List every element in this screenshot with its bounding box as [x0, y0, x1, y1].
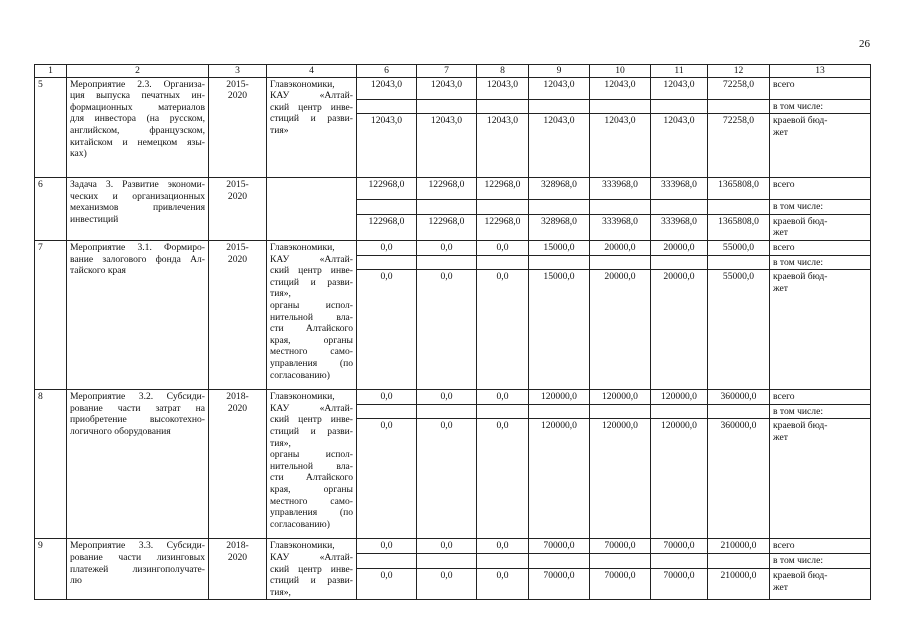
cell-line: краевой бюд- — [773, 215, 828, 227]
amount-regional: 210000,0 — [708, 569, 770, 600]
amount-total: 0,0 — [417, 390, 477, 405]
cell-line: 2015- — [226, 179, 249, 191]
empty-cell — [529, 255, 590, 270]
amount-regional: 0,0 — [417, 270, 477, 390]
cell-line: Мероприятие 3.3. Субсиди- — [70, 540, 205, 552]
cell-line: Мероприятие 3.1. Формиро- — [70, 241, 205, 253]
cell-line: ский центр инве- — [270, 265, 353, 277]
amount-regional: 12043,0 — [651, 114, 708, 178]
empty-cell — [417, 554, 477, 569]
cell-line: 2018- — [226, 540, 249, 552]
amount-regional: 120000,0 — [529, 419, 590, 539]
cell-line: тия», — [270, 288, 291, 300]
cell-line: инвестиций — [70, 213, 119, 225]
amount-regional: 328968,0 — [529, 214, 590, 240]
source-label — [770, 419, 871, 539]
period — [209, 539, 267, 600]
cell-line: Главэкономики, — [270, 391, 335, 403]
cell-line: согласованию) — [270, 369, 330, 381]
row-number: 7 — [35, 240, 67, 389]
amount-total: 20000,0 — [590, 240, 651, 255]
amount-total: 122968,0 — [417, 178, 477, 200]
amount-total: 0,0 — [357, 539, 417, 554]
cell-line: рование части лизинговых — [70, 551, 205, 563]
amount-total: 12043,0 — [357, 77, 417, 99]
empty-cell — [477, 404, 529, 419]
amount-total: 70000,0 — [651, 539, 708, 554]
amount-regional: 15000,0 — [529, 270, 590, 390]
measure-name — [67, 390, 209, 539]
cell-line: 2020 — [227, 190, 248, 202]
amount-regional: 70000,0 — [590, 569, 651, 600]
row-number: 6 — [35, 178, 67, 241]
empty-cell — [357, 255, 417, 270]
amount-total: 120000,0 — [651, 390, 708, 405]
empty-cell — [417, 255, 477, 270]
header-cell: 6 — [357, 65, 417, 78]
header-cell: 3 — [209, 65, 267, 78]
amount-total: 210000,0 — [708, 539, 770, 554]
amount-total: 122968,0 — [357, 178, 417, 200]
header-cell: 10 — [590, 65, 651, 78]
amount-total: 12043,0 — [529, 77, 590, 99]
amount-regional: 12043,0 — [529, 114, 590, 178]
cell-line: стиций и разви- — [270, 276, 353, 288]
table-row — [35, 240, 871, 255]
cell-line: жет — [773, 227, 788, 239]
cell-line: краевой бюд- — [773, 271, 828, 283]
cell-line: нительной вла- — [270, 460, 353, 472]
amount-regional: 55000,0 — [708, 270, 770, 390]
empty-cell — [417, 404, 477, 419]
source-label — [770, 270, 871, 390]
amount-total: 328968,0 — [529, 178, 590, 200]
header-cell: 13 — [770, 65, 871, 78]
cell-line: ках) — [70, 148, 87, 160]
cell-line: 2015- — [226, 78, 249, 90]
amount-regional: 12043,0 — [477, 114, 529, 178]
empty-cell — [357, 200, 417, 215]
measure-name — [67, 539, 209, 600]
amount-total: 0,0 — [357, 390, 417, 405]
amount-total: 0,0 — [477, 240, 529, 255]
executor — [267, 77, 357, 178]
amount-regional: 70000,0 — [529, 569, 590, 600]
cell-line: управления (по — [270, 357, 353, 369]
empty-cell — [357, 99, 417, 114]
cell-line: тия» — [270, 124, 289, 136]
period — [209, 390, 267, 539]
cell-line: логичного оборудования — [70, 425, 171, 437]
amount-total: 120000,0 — [590, 390, 651, 405]
amount-total: 0,0 — [357, 240, 417, 255]
cell-line: жет — [773, 431, 788, 443]
source-label: всего — [770, 240, 871, 255]
source-label: в том числе: — [770, 554, 871, 569]
amount-regional: 70000,0 — [651, 569, 708, 600]
page-number: 26 — [859, 38, 870, 50]
cell-line: 2015- — [226, 241, 249, 253]
header-cell: 2 — [67, 65, 209, 78]
cell-line: края, органы — [270, 334, 353, 346]
cell-line: края, органы — [270, 483, 353, 495]
empty-cell — [357, 404, 417, 419]
header-cell: 12 — [708, 65, 770, 78]
amount-regional: 333968,0 — [651, 214, 708, 240]
amount-regional: 0,0 — [357, 569, 417, 600]
amount-total: 0,0 — [417, 539, 477, 554]
cell-line: Мероприятие 3.2. Субсиди- — [70, 391, 205, 403]
header-cell: 7 — [417, 65, 477, 78]
cell-line: ция выпуска печатных ин- — [70, 90, 205, 102]
cell-line: тия», — [270, 437, 291, 449]
amount-regional: 12043,0 — [417, 114, 477, 178]
amount-regional: 12043,0 — [357, 114, 417, 178]
amount-total: 15000,0 — [529, 240, 590, 255]
cell-line: 2020 — [227, 551, 248, 563]
period — [209, 77, 267, 178]
empty-cell — [651, 200, 708, 215]
amount-total: 0,0 — [417, 240, 477, 255]
amount-regional: 20000,0 — [590, 270, 651, 390]
amount-total: 12043,0 — [590, 77, 651, 99]
empty-cell — [477, 255, 529, 270]
measure-name — [67, 77, 209, 178]
row-number: 9 — [35, 539, 67, 600]
cell-line: краевой бюд- — [773, 420, 828, 432]
empty-cell — [708, 99, 770, 114]
amount-regional: 0,0 — [477, 419, 529, 539]
empty-cell — [477, 99, 529, 114]
cell-line: 2020 — [227, 90, 248, 102]
executor — [267, 240, 357, 389]
table-row — [35, 178, 871, 200]
cell-line: формационных материалов — [70, 101, 205, 113]
cell-line: органы испол- — [270, 449, 353, 461]
cell-line: механизмов привлечения — [70, 202, 205, 214]
amount-total: 20000,0 — [651, 240, 708, 255]
cell-line: ческих и организационных — [70, 190, 205, 202]
cell-line: ский центр инве- — [270, 101, 353, 113]
amount-regional: 360000,0 — [708, 419, 770, 539]
cell-line: ский центр инве- — [270, 414, 353, 426]
cell-line: нительной вла- — [270, 311, 353, 323]
cell-line: местного само- — [270, 346, 353, 358]
cell-line: КАУ «Алтай- — [270, 90, 353, 102]
empty-cell — [357, 554, 417, 569]
cell-line: жет — [773, 582, 788, 593]
table-row — [35, 539, 871, 554]
cell-line: жет — [773, 282, 788, 294]
amount-total: 72258,0 — [708, 77, 770, 99]
budget-table — [34, 64, 871, 600]
amount-total: 0,0 — [477, 539, 529, 554]
amount-total: 122968,0 — [477, 178, 529, 200]
empty-cell — [708, 554, 770, 569]
amount-regional: 122968,0 — [357, 214, 417, 240]
amount-regional: 333968,0 — [590, 214, 651, 240]
period — [209, 240, 267, 389]
executor — [267, 539, 357, 600]
cell-line: платежей лизингополучате- — [70, 563, 205, 575]
amount-total: 360000,0 — [708, 390, 770, 405]
cell-line: сти Алтайского — [270, 472, 353, 484]
amount-regional: 0,0 — [357, 270, 417, 390]
cell-line: жет — [773, 126, 788, 138]
executor — [267, 178, 357, 241]
cell-line: местного само- — [270, 495, 353, 507]
source-label: в том числе: — [770, 255, 871, 270]
source-label — [770, 214, 871, 240]
amount-regional: 120000,0 — [651, 419, 708, 539]
empty-cell — [708, 255, 770, 270]
cell-line: КАУ «Алтай- — [270, 551, 353, 563]
source-label: всего — [770, 539, 871, 554]
cell-line: китайском и немецком язы- — [70, 136, 205, 148]
source-label — [770, 569, 871, 600]
amount-total: 55000,0 — [708, 240, 770, 255]
empty-cell — [417, 99, 477, 114]
cell-line: 2020 — [227, 402, 248, 414]
amount-regional: 0,0 — [357, 419, 417, 539]
header-cell: 1 — [35, 65, 67, 78]
header-cell: 8 — [477, 65, 529, 78]
empty-cell — [529, 404, 590, 419]
empty-cell — [477, 554, 529, 569]
source-label: всего — [770, 390, 871, 405]
cell-line: лю — [70, 575, 82, 587]
amount-total: 333968,0 — [651, 178, 708, 200]
source-label: в том числе: — [770, 404, 871, 419]
cell-line: рование части затрат на — [70, 402, 205, 414]
empty-cell — [529, 554, 590, 569]
amount-regional: 0,0 — [417, 569, 477, 600]
amount-total: 120000,0 — [529, 390, 590, 405]
table-row — [35, 390, 871, 405]
amount-total: 12043,0 — [651, 77, 708, 99]
cell-line: английском, французском, — [70, 124, 205, 136]
empty-cell — [651, 255, 708, 270]
amount-regional: 0,0 — [477, 569, 529, 600]
measure-name — [67, 240, 209, 389]
cell-line: Задача 3. Развитие экономи- — [70, 179, 205, 191]
cell-line: стиций и разви- — [270, 425, 353, 437]
cell-line: тия», — [270, 586, 291, 598]
source-label: в том числе: — [770, 200, 871, 215]
header-cell: 11 — [651, 65, 708, 78]
cell-line: Главэкономики, — [270, 78, 335, 90]
cell-line: Мероприятие 2.3. Организа- — [70, 78, 205, 90]
empty-cell — [708, 404, 770, 419]
amount-total: 12043,0 — [417, 77, 477, 99]
table-row — [35, 77, 871, 99]
row-number: 5 — [35, 77, 67, 178]
cell-line: Главэкономики, — [270, 241, 335, 253]
cell-line: согласованию) — [270, 518, 330, 530]
empty-cell — [708, 200, 770, 215]
amount-total: 333968,0 — [590, 178, 651, 200]
empty-cell — [590, 200, 651, 215]
cell-line: КАУ «Алтай- — [270, 253, 353, 265]
amount-total: 0,0 — [477, 390, 529, 405]
empty-cell — [529, 99, 590, 114]
cell-line: сти Алтайского — [270, 323, 353, 335]
source-label: в том числе: — [770, 99, 871, 114]
cell-line: тайского края — [70, 265, 126, 277]
row-number: 8 — [35, 390, 67, 539]
measure-name — [67, 178, 209, 241]
empty-cell — [590, 255, 651, 270]
cell-line: управления (по — [270, 507, 353, 519]
cell-line: Главэкономики, — [270, 540, 335, 552]
cell-line: КАУ «Алтай- — [270, 402, 353, 414]
period — [209, 178, 267, 241]
empty-cell — [529, 200, 590, 215]
header-cell: 9 — [529, 65, 590, 78]
empty-cell — [651, 554, 708, 569]
amount-regional: 122968,0 — [477, 214, 529, 240]
amount-regional: 0,0 — [417, 419, 477, 539]
cell-line: стиций и разви- — [270, 575, 353, 587]
empty-cell — [651, 99, 708, 114]
amount-total: 70000,0 — [529, 539, 590, 554]
source-label: всего — [770, 178, 871, 200]
cell-line: 2020 — [227, 253, 248, 265]
amount-regional: 12043,0 — [590, 114, 651, 178]
cell-line: для инвестора (на русском, — [70, 113, 205, 125]
empty-cell — [417, 200, 477, 215]
cell-line: 2018- — [226, 391, 249, 403]
cell-line: ский центр инве- — [270, 563, 353, 575]
amount-total: 70000,0 — [590, 539, 651, 554]
cell-line: приобретение высокотехно- — [70, 414, 205, 426]
header-row — [35, 65, 871, 78]
source-label — [770, 114, 871, 178]
empty-cell — [590, 554, 651, 569]
amount-regional: 120000,0 — [590, 419, 651, 539]
amount-regional: 1365808,0 — [708, 214, 770, 240]
source-label: всего — [770, 77, 871, 99]
amount-total: 12043,0 — [477, 77, 529, 99]
amount-total: 1365808,0 — [708, 178, 770, 200]
cell-line: вание залогового фонда Ал- — [70, 253, 205, 265]
amount-regional: 122968,0 — [417, 214, 477, 240]
amount-regional: 20000,0 — [651, 270, 708, 390]
cell-line: краевой бюд- — [773, 570, 828, 582]
executor — [267, 390, 357, 539]
empty-cell — [477, 200, 529, 215]
empty-cell — [651, 404, 708, 419]
cell-line: краевой бюд- — [773, 115, 828, 127]
cell-line: стиций и разви- — [270, 113, 353, 125]
header-cell: 4 — [267, 65, 357, 78]
cell-line: органы испол- — [270, 299, 353, 311]
empty-cell — [590, 99, 651, 114]
amount-regional: 0,0 — [477, 270, 529, 390]
empty-cell — [590, 404, 651, 419]
amount-regional: 72258,0 — [708, 114, 770, 178]
